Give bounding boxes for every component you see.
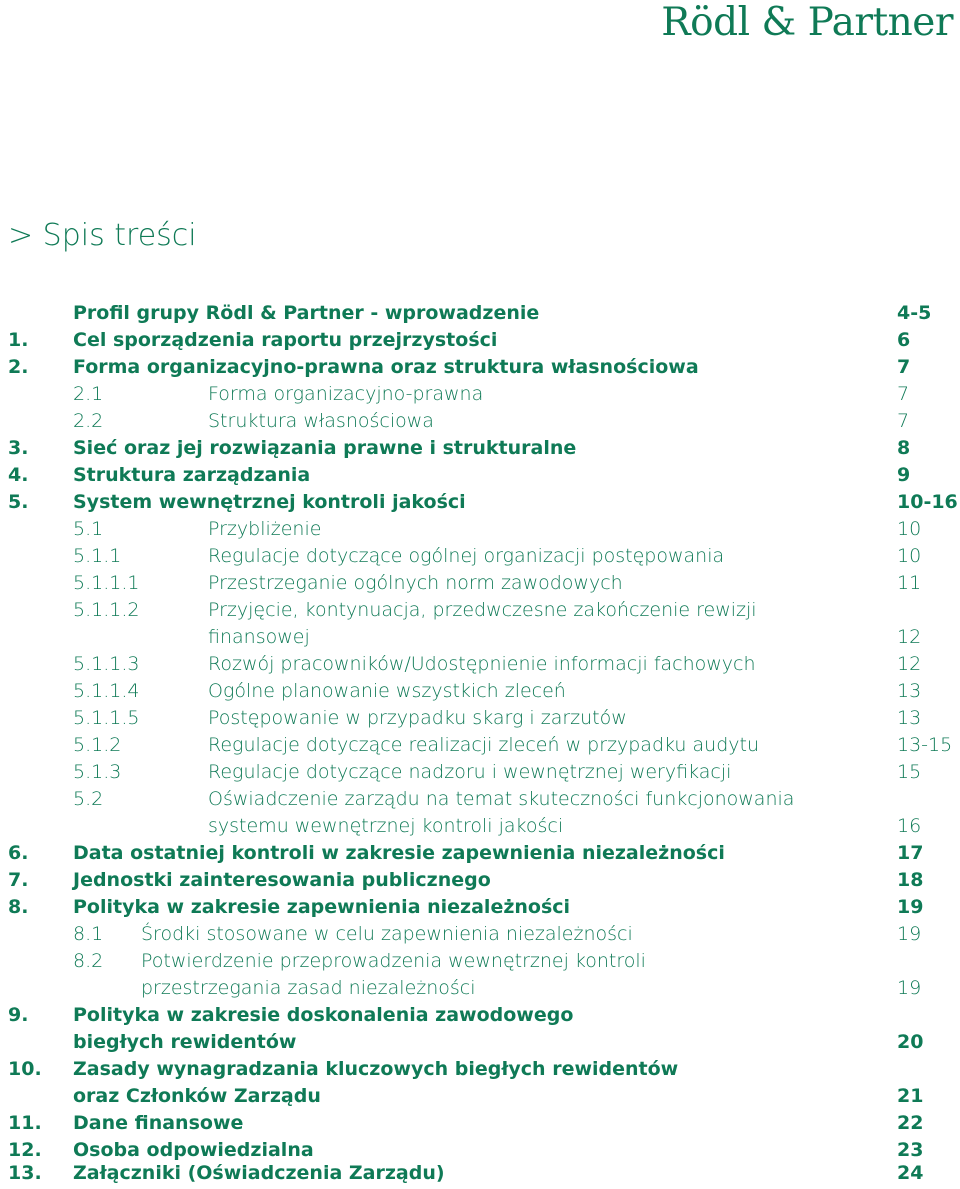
toc-entry-page: 13 [897,707,922,729]
toc-entry[interactable] [0,597,960,624]
toc-entry-number: 8.1 [73,923,104,945]
toc-entry-continuation[interactable] [0,975,960,1002]
toc-entry-number: 8. [8,896,29,918]
toc-entry[interactable] [0,651,960,678]
toc-entry-number: 10. [8,1058,42,1080]
toc-entry-title: finansowej [208,626,310,648]
toc-entry[interactable] [0,381,960,408]
toc-entry-number: 3. [8,437,29,459]
toc-entry-page: 7 [897,383,910,405]
toc-entry[interactable] [0,570,960,597]
toc-entry-continuation[interactable] [0,813,960,840]
toc-entry-title: Polityka w zakresie doskonalenia zawodowego [73,1004,574,1026]
toc-entry[interactable] [0,516,960,543]
toc-entry-page: 4-5 [897,302,932,324]
toc-entry-title: Sieć oraz jej rozwiązania prawne i strukturalne [73,437,577,459]
toc-entry[interactable] [0,759,960,786]
toc-entry-number: 5.1.1.5 [73,707,140,729]
toc-entry-title: Struktura własnościowa [208,410,434,432]
toc-entry-number: 12. [8,1139,42,1161]
toc-entry-number: 5.1.1.2 [73,599,140,621]
toc-entry[interactable] [0,408,960,435]
toc-entry[interactable] [0,1002,960,1029]
toc-entry-page: 20 [897,1031,924,1053]
toc-entry-page: 16 [897,815,922,837]
toc-entry-page: 10 [897,518,922,540]
toc-entry-page: 23 [897,1139,924,1161]
toc-entry-title: Zasady wynagradzania kluczowych biegłych rewidentów [73,1058,679,1080]
toc-entry[interactable] [0,786,960,813]
toc-entry-title: Profil grupy Rödl & Partner - wprowadzenie [73,302,540,324]
toc-entry-title: Oświadczenie zarządu na temat skuteczności funkcjonowania [208,788,795,810]
toc-entry-title: oraz Członków Zarządu [73,1085,321,1107]
toc-entry-title: Polityka w zakresie zapewnienia niezależności [73,896,571,918]
toc-entry-number: 5.1.1 [73,545,122,567]
toc-entry-title: Jednostki zainteresowania publicznego [73,869,491,891]
toc-entry[interactable] [0,678,960,705]
toc-entry-page: 18 [897,869,924,891]
toc-entry-page: 12 [897,626,922,648]
toc-entry-page: 9 [897,464,911,486]
toc-entry[interactable] [0,1160,960,1187]
toc-entry[interactable] [0,435,960,462]
toc-entry[interactable] [0,543,960,570]
toc-entry-number: 2.1 [73,383,104,405]
toc-entry-number: 9. [8,1004,29,1026]
toc-entry-page: 13-15 [897,734,953,756]
toc-entry-number: 5.1.2 [73,734,122,756]
toc-entry-title: Przybliżenie [208,518,322,540]
toc-entry-page: 24 [897,1162,924,1184]
toc-entry-number: 2. [8,356,29,378]
toc-entry-title: Regulacje dotyczące realizacji zleceń w przypadku audytu [208,734,759,756]
toc-entry-title: Struktura zarządzania [73,464,311,486]
toc-entry-number: 13. [8,1162,42,1184]
toc-entry-title: systemu wewnętrznej kontroli jakości [208,815,564,837]
toc-entry-page: 7 [897,356,911,378]
toc-entry[interactable] [0,705,960,732]
toc-entry[interactable] [0,948,960,975]
toc-entry-page: 22 [897,1112,924,1134]
toc-entry[interactable] [0,1110,960,1137]
toc-entry[interactable] [0,462,960,489]
toc-entry-title: Rozwój pracowników/Udostępnienie informacji fachowych [208,653,756,675]
toc-entry-number: 7. [8,869,29,891]
toc-entry-page: 19 [897,923,922,945]
toc-entry-continuation[interactable] [0,624,960,651]
toc-entry-number: 5.1 [73,518,104,540]
toc-entry-title: Przyjęcie, kontynuacja, przedwczesne zakończenie rewizji [208,599,757,621]
toc-entry[interactable] [0,1056,960,1083]
toc-entry-number: 5.1.1.1 [73,572,140,594]
toc-entry-title: Forma organizacyjno-prawna oraz struktura własnościowa [73,356,699,378]
toc-entry-number: 5.1.3 [73,761,122,783]
toc-entry-number: 5. [8,491,29,513]
company-logo: Rödl & Partner [661,0,953,45]
toc-entry-number: 11. [8,1112,42,1134]
toc-entry-page: 6 [897,329,911,351]
toc-entry-title: System wewnętrznej kontroli jakości [73,491,466,513]
toc-entry-page: 7 [897,410,910,432]
toc-entry-title: Regulacje dotyczące nadzoru i wewnętrznej weryfikacji [208,761,732,783]
toc-entry-title: Forma organizacyjno-prawna [208,383,484,405]
toc-entry-page: 8 [897,437,911,459]
toc-entry-page: 13 [897,680,922,702]
toc-entry[interactable] [0,867,960,894]
toc-entry-page: 10-16 [897,491,958,513]
toc-entry[interactable] [0,489,960,516]
toc-entry-page: 19 [897,896,924,918]
toc-entry-title: Regulacje dotyczące ogólnej organizacji postępowania [208,545,725,567]
toc-entry[interactable] [0,354,960,381]
toc-entry-page: 15 [897,761,922,783]
toc-entry-title: Przestrzeganie ogólnych norm zawodowych [208,572,623,594]
toc-entry-continuation[interactable] [0,1029,960,1056]
toc-entry-number: 8.2 [73,950,104,972]
toc-entry-number: 5.2 [73,788,104,810]
toc-entry-number: 6. [8,842,29,864]
toc-entry-title: Cel sporządzenia raportu przejrzystości [73,329,498,351]
toc-entry-title: Osoba odpowiedzialna [73,1139,314,1161]
toc-heading: > Spis treści [8,218,197,253]
toc-entry[interactable] [0,300,960,327]
toc-entry-title: Środki stosowane w celu zapewnienia niezależności [141,923,633,945]
toc-entry-title: przestrzegania zasad niezależności [141,977,476,999]
toc-entry-page: 10 [897,545,922,567]
toc-entry-number: 5.1.1.4 [73,680,140,702]
toc-entry-number: 5.1.1.3 [73,653,140,675]
toc-entry[interactable] [0,894,960,921]
toc-entry-number: 2.2 [73,410,104,432]
toc-entry-number: 4. [8,464,29,486]
toc-entry-page: 12 [897,653,922,675]
toc-entry-title: biegłych rewidentów [73,1031,297,1053]
toc-entry-page: 17 [897,842,924,864]
toc-entry[interactable] [0,921,960,948]
toc-entry[interactable] [0,840,960,867]
toc-entry[interactable] [0,327,960,354]
toc-entry[interactable] [0,732,960,759]
toc-entry-page: 11 [897,572,922,594]
toc-entry-title: Data ostatniej kontroli w zakresie zapewnienia niezależności [73,842,725,864]
toc-entry-page: 21 [897,1085,924,1107]
toc-entry-title: Postępowanie w przypadku skarg i zarzutów [208,707,627,729]
toc-entry-page: 19 [897,977,922,999]
toc-entry-continuation[interactable] [0,1083,960,1110]
toc-entry-title: Ogólne planowanie wszystkich zleceń [208,680,566,702]
toc-entry-title: Załączniki (Oświadczenia Zarządu) [73,1162,445,1184]
toc-entry-title: Potwierdzenie przeprowadzenia wewnętrznej kontroli [141,950,646,972]
toc-entry-number: 1. [8,329,29,351]
toc-entry-title: Dane finansowe [73,1112,244,1134]
